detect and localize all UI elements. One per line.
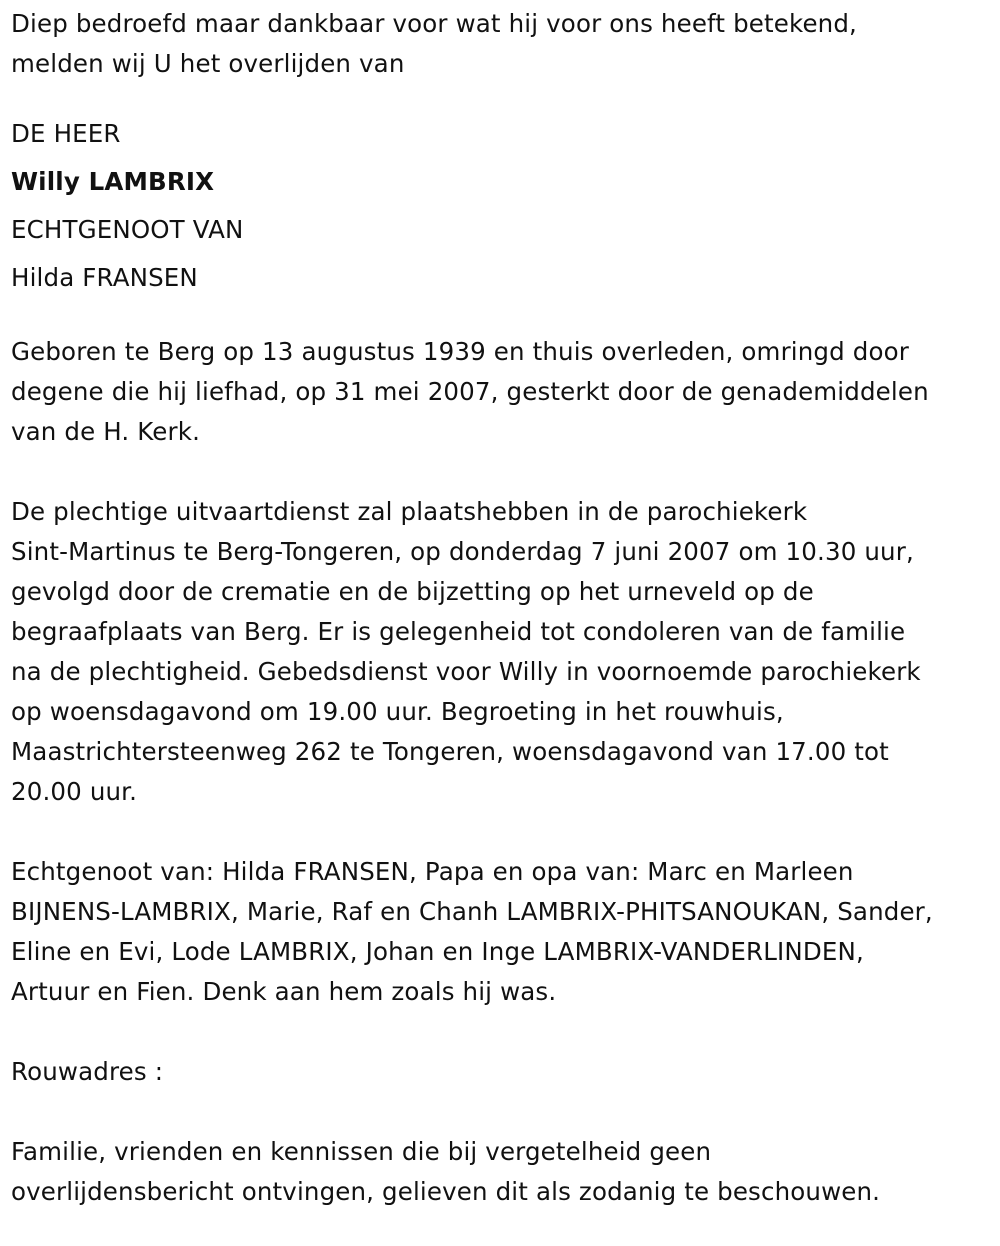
text-line: Eline en Evi, Lode LAMBRIX, Johan en Inge LAMBRIX-VANDERLINDEN, — [11, 937, 864, 966]
closing-paragraph — [11, 1132, 991, 1212]
spouse-name: Hilda FRANSEN — [11, 263, 198, 292]
deceased-title: DE HEER — [11, 119, 121, 148]
deceased-relation: ECHTGENOOT VAN — [11, 215, 244, 244]
funeral-paragraph — [11, 492, 991, 812]
deceased-block — [11, 110, 991, 302]
text-line: van de H. Kerk. — [11, 417, 201, 446]
text-line: 20.00 uur. — [11, 777, 138, 806]
birth-death-paragraph — [11, 332, 991, 452]
text-line: begraafplaats van Berg. Er is gelegenheid tot condoleren van de familie — [11, 617, 906, 646]
family-paragraph — [11, 852, 991, 1012]
deceased-name: Willy LAMBRIX — [11, 167, 215, 196]
text-line: Geboren te Berg op 13 augustus 1939 en thuis overleden, omringd door — [11, 337, 909, 366]
text-line: BIJNENS-LAMBRIX, Marie, Raf en Chanh LAMBRIX-PHITSANOUKAN, Sander, — [11, 897, 933, 926]
text-line: degene die hij liefhad, op 31 mei 2007, gesterkt door de genademiddelen — [11, 377, 929, 406]
death-notice — [11, 0, 991, 1212]
text-line: De plechtige uitvaartdienst zal plaatshebben in de parochiekerk — [11, 497, 808, 526]
intro-line: melden wij U het overlijden van — [11, 49, 405, 78]
text-line: overlijdensbericht ontvingen, gelieven dit als zodanig te beschouwen. — [11, 1177, 881, 1206]
text-line: na de plechtigheid. Gebedsdienst voor Willy in voornoemde parochiekerk — [11, 657, 921, 686]
intro-line: Diep bedroefd maar dankbaar voor wat hij voor ons heeft betekend, — [11, 9, 857, 38]
text-line: Echtgenoot van: Hilda FRANSEN, Papa en opa van: Marc en Marleen — [11, 857, 854, 886]
text-line: Maastrichtersteenweg 262 te Tongeren, woensdagavond van 17.00 tot — [11, 737, 889, 766]
intro-paragraph — [11, 4, 991, 84]
address-label: Rouwadres : — [11, 1057, 164, 1086]
address-paragraph — [11, 1052, 991, 1092]
text-line: Familie, vrienden en kennissen die bij vergetelheid geen — [11, 1137, 712, 1166]
text-line: op woensdagavond om 19.00 uur. Begroeting in het rouwhuis, — [11, 697, 784, 726]
text-line: Sint-Martinus te Berg-Tongeren, op donderdag 7 juni 2007 om 10.30 uur, — [11, 537, 914, 566]
text-line: gevolgd door de crematie en de bijzetting op het urneveld op de — [11, 577, 814, 606]
text-line: Artuur en Fien. Denk aan hem zoals hij was. — [11, 977, 557, 1006]
